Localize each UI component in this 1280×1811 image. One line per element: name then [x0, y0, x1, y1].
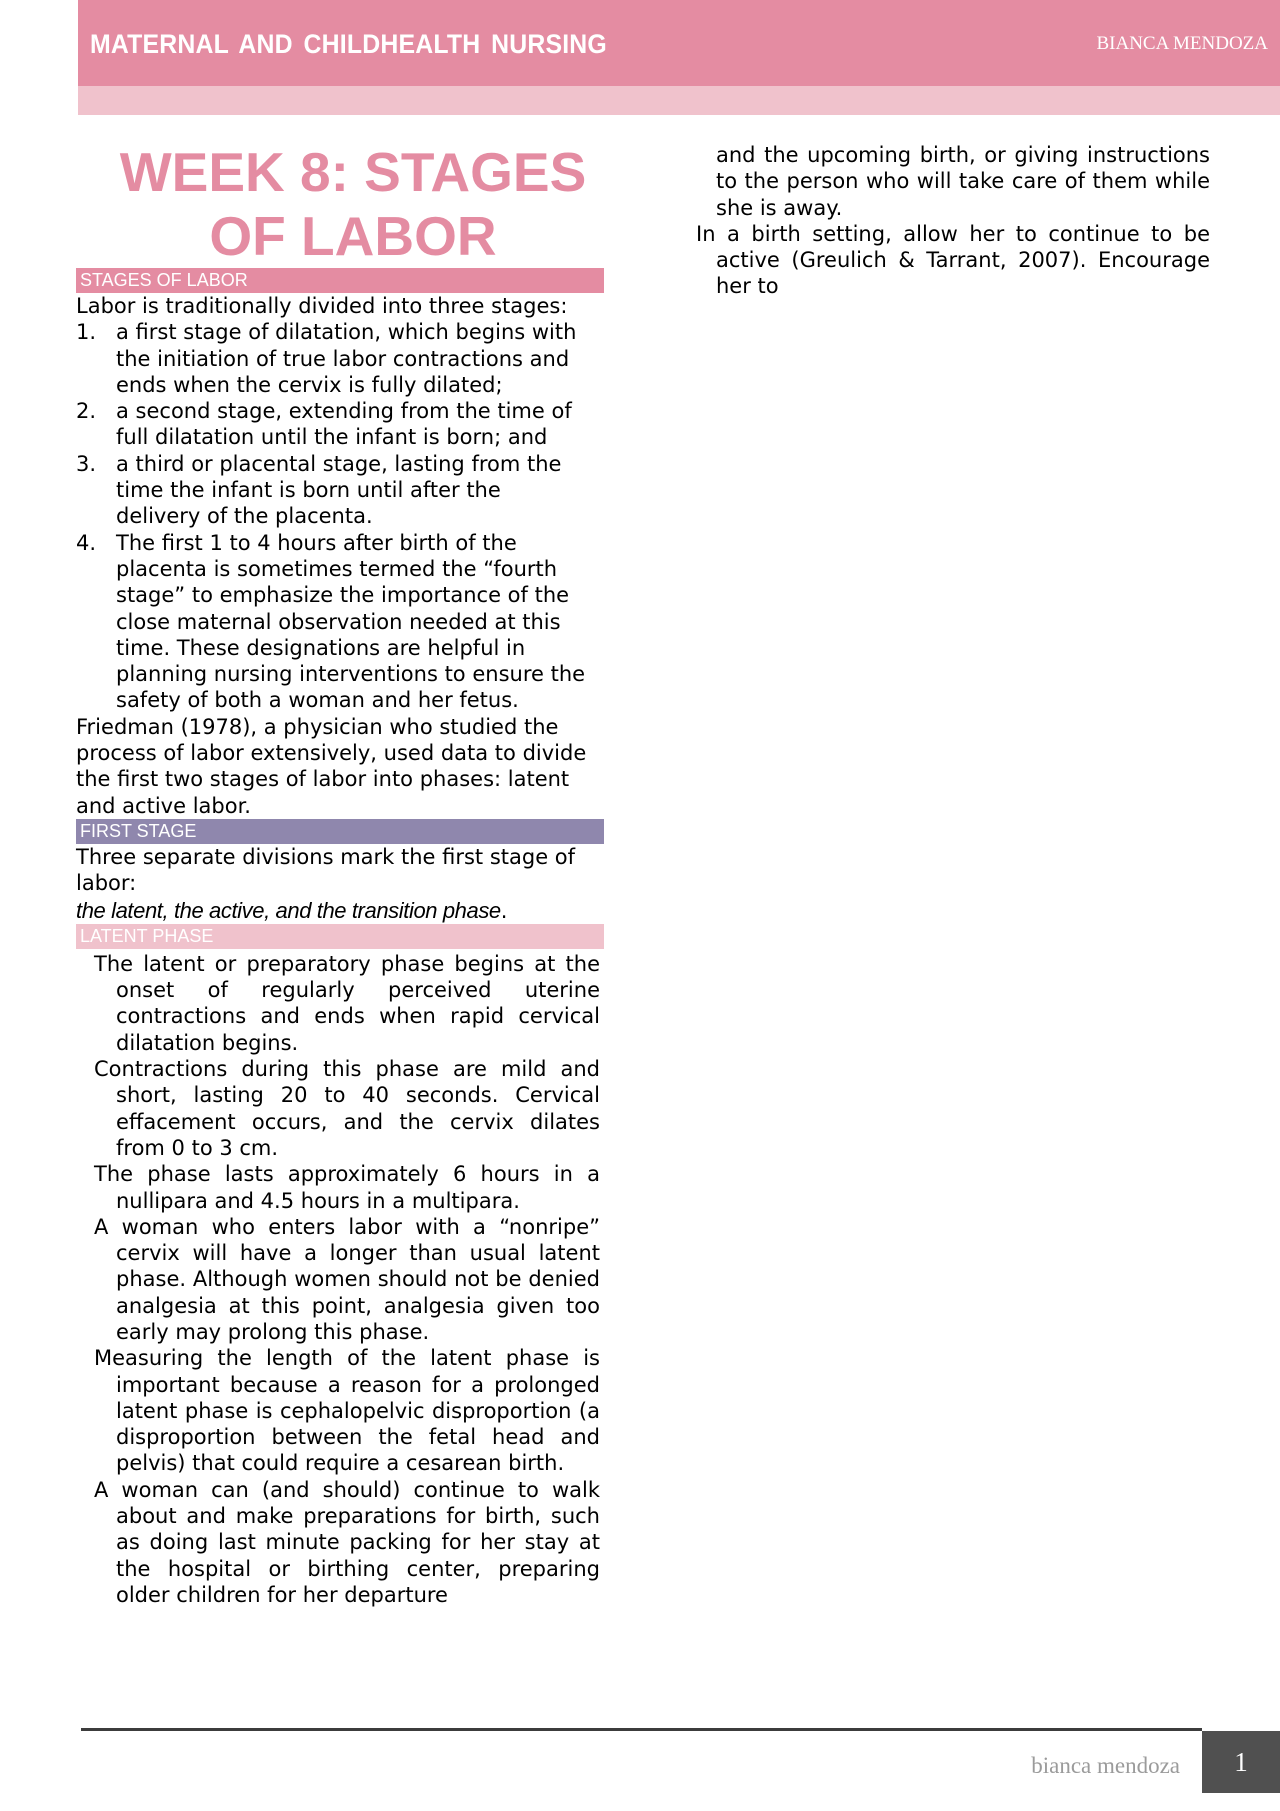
list-item-text: a second stage, extending from the time of full dilatation until the infant is born; and	[116, 399, 572, 450]
phases-italic: the latent, the active, and the transition phase	[76, 897, 501, 923]
latent-phase-body	[76, 949, 604, 1608]
first-stage-phases	[76, 897, 604, 924]
latent-paragraph: Measuring the length of the latent phase is important because a reason for a prolonged latent phase is cephalopelvic disproportion (a disproportion between the fetal head and pelvis) that could require a cesarean birth.	[94, 1346, 600, 1476]
list-item-text: a first stage of dilatation, which begins with the initiation of true labor contractions and ends when the cervix is fully dilated;	[116, 320, 577, 397]
first-stage-text: Three separate divisions mark the first stage of labor:	[76, 844, 576, 896]
header-title: MATERNAL AND CHILDHEALTH NURSING	[90, 29, 607, 59]
continuation-paragraph: and the upcoming birth, or giving instructions to the person who will take care of them while she is away.	[716, 143, 1210, 220]
header-sub-band	[78, 86, 1280, 115]
section-heading-latent-phase: LATENT PHASE	[76, 924, 604, 949]
latent-paragraph: The latent or preparatory phase begins at the onset of regularly perceived uterine contractions and ends when rapid cervical dilatation begins.	[94, 951, 600, 1055]
list-item-text: The first 1 to 4 hours after birth of the placenta is sometimes termed the “fourth stage” to emphasize the importance of the close maternal observation needed at this time. These designations are helpful in planning nursing interventions to ensure the safety of both a woman and her fetus.	[116, 530, 586, 713]
stages-intro: Labor is traditionally divided into three stages:	[76, 294, 568, 318]
header-author: BIANCA MENDOZA	[1096, 33, 1268, 54]
left-column	[76, 140, 604, 1608]
friedman-paragraph: Friedman (1978), a physician who studied the process of labor extensively, used data to divide the first two stages of labor into phases: latent and active labor.	[76, 714, 587, 818]
list-item-number: 4.	[76, 530, 97, 555]
list-item	[76, 319, 588, 398]
right-column	[696, 142, 1210, 300]
phases-period: .	[500, 898, 508, 923]
page-title: WEEK 8: STAGES OF LABOR	[119, 141, 587, 267]
list-item	[76, 530, 588, 714]
latent-paragraph: A woman who enters labor with a “nonripe” cervix will have a longer than usual latent phase. Although women should not be denied analgesia at this point, analgesia given too early may prolong this phase.	[94, 1214, 600, 1344]
section-heading-first-stage: FIRST STAGE	[76, 819, 604, 844]
latent-paragraph: The phase lasts approximately 6 hours in a nullipara and 4.5 hours in a multipara.	[94, 1162, 600, 1213]
stages-list	[76, 319, 604, 713]
footer-rule	[81, 1728, 1202, 1731]
latent-paragraph: A woman can (and should) continue to walk about and make preparations for birth, such as doing last minute packing for her stay at the hospital or birthing center, preparing older children for her departure	[94, 1477, 600, 1607]
list-item-number: 1.	[76, 320, 97, 345]
list-item-text: a third or placental stage, lasting from the time the infant is born until after the delivery of the placenta.	[116, 451, 562, 529]
birth-setting-paragraph: In a birth setting, allow her to continue to be active (Greulich & Tarrant, 2007). Encourage her to	[696, 221, 1210, 299]
latent-paragraph: Contractions during this phase are mild and short, lasting 20 to 40 seconds. Cervical effacement occurs, and the cervix dilates from 0 to 3 cm.	[94, 1057, 600, 1160]
list-item	[76, 451, 588, 530]
list-item	[76, 398, 588, 451]
footer-author: bianca mendoza	[1031, 1753, 1180, 1778]
list-item-number: 2.	[76, 399, 97, 424]
list-item-number: 3.	[76, 451, 97, 476]
page-number: 1	[1202, 1731, 1280, 1793]
header-bar	[78, 0, 1280, 86]
section-heading-stages-of-labor: STAGES OF LABOR	[76, 268, 604, 293]
